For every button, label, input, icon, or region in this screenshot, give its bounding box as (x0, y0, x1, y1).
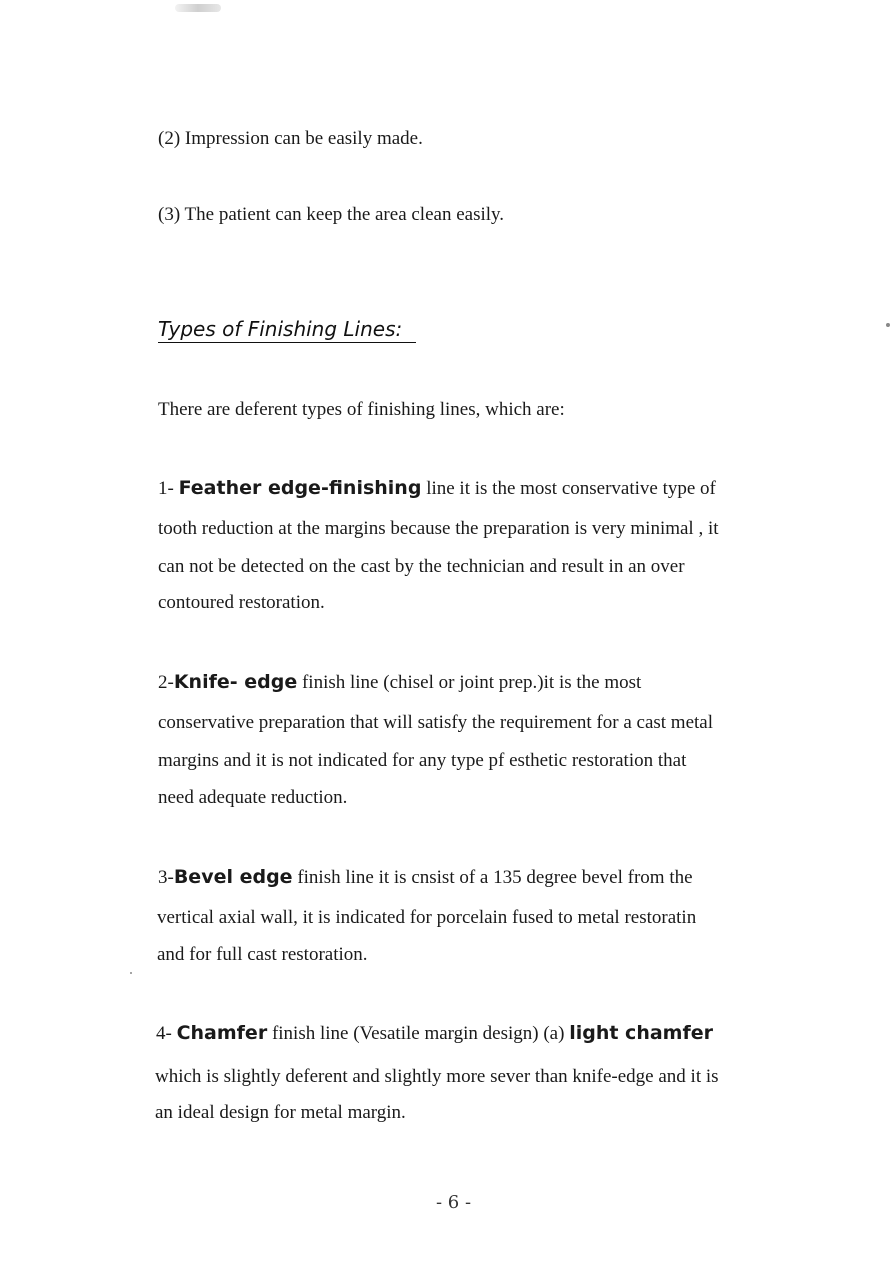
scan-speck (130, 972, 132, 974)
section-4-term-2: light chamfer (569, 1022, 713, 1044)
section-2-line-4: need adequate reduction. (158, 787, 348, 808)
section-3-line-2: vertical axial wall, it is indicated for porcelain fused to metal restoratin (157, 907, 697, 928)
intro-text: There are deferent types of finishing lines, which are: (158, 399, 565, 420)
section-1-term: Feather edge-finishing (178, 477, 422, 499)
section-2-line-3: margins and it is not indicated for any type pf esthetic restoration that (158, 750, 687, 771)
section-3-line-3: and for full cast restoration. (157, 944, 368, 965)
section-3-prefix: 3- (158, 867, 174, 888)
section-1-line-4: contoured restoration. (158, 592, 325, 613)
page-number: - 6 - (436, 1192, 472, 1213)
section-3-text: finish line it is cnsist of a 135 degree bevel from the (292, 867, 693, 888)
section-2-line-2: conservative preparation that will satisfy the requirement for a cast metal (158, 712, 714, 733)
section-1-line-1 (158, 477, 716, 500)
list-item-2: (2) Impression can be easily made. (158, 128, 423, 149)
section-1-text: line it is the most conservative type of (421, 478, 716, 499)
section-2-line-1 (158, 671, 641, 694)
section-3-term: Bevel edge (173, 866, 293, 888)
section-3-line-1 (158, 866, 693, 889)
section-2-prefix: 2- (158, 672, 174, 693)
section-heading: Types of Finishing Lines: (158, 316, 416, 343)
section-4-line-1 (156, 1022, 713, 1045)
section-4-text: finish line (Vesatile margin design) (a) (267, 1023, 570, 1044)
section-4-line-2: which is slightly deferent and slightly more sever than knife-edge and it is (155, 1066, 719, 1087)
section-4-line-3: an ideal design for metal margin. (155, 1102, 406, 1123)
section-4-prefix: 4- (156, 1023, 177, 1044)
scan-artifact (175, 4, 221, 12)
section-4-term: Chamfer (176, 1022, 268, 1044)
section-1-line-2: tooth reduction at the margins because the preparation is very minimal , it (158, 518, 719, 539)
section-1-line-3: can not be detected on the cast by the technician and result in an over (158, 556, 685, 577)
scan-speck (886, 323, 890, 327)
section-1-prefix: 1- (158, 478, 179, 499)
section-2-term: Knife- edge (173, 671, 298, 693)
list-item-3: (3) The patient can keep the area clean easily. (158, 204, 505, 225)
section-2-text: finish line (chisel or joint prep.)it is the most (297, 672, 642, 693)
